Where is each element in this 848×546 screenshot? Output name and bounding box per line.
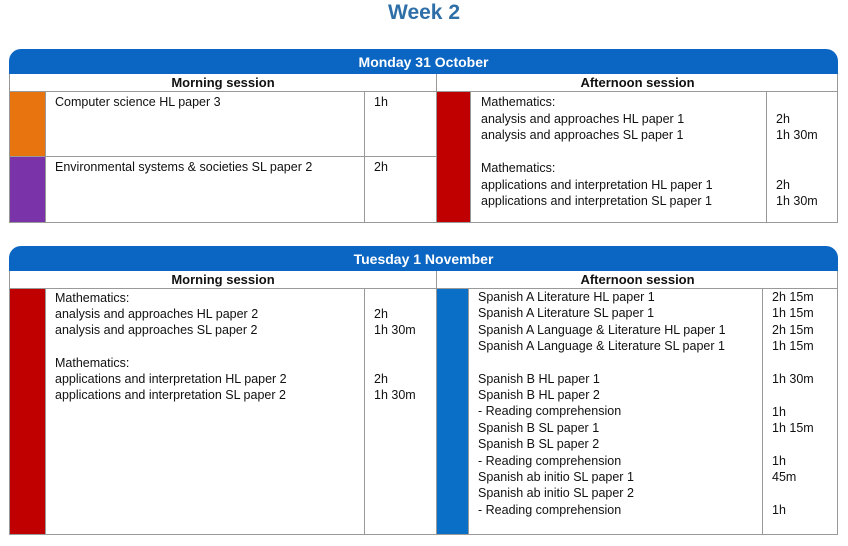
exam-duration: 2h xyxy=(374,372,388,386)
exam-name: Spanish B SL paper 2 xyxy=(478,437,600,451)
subject-color-purple xyxy=(10,157,45,222)
exam-name: analysis and approaches SL paper 1 xyxy=(481,128,684,142)
exam-duration: 1h 15m xyxy=(772,421,814,435)
exam-name: - Reading comprehension xyxy=(478,503,622,517)
exam-name: - Reading comprehension xyxy=(478,454,622,468)
column-divider xyxy=(364,289,365,534)
exam-name: Spanish B HL paper 2 xyxy=(478,388,600,402)
exam-duration: 1h 30m xyxy=(772,372,814,386)
exam-duration: 2h xyxy=(776,178,790,192)
exam-duration: 1h 30m xyxy=(776,128,818,142)
exam-name: analysis and approaches SL paper 2 xyxy=(55,323,258,337)
exam-name: Spanish ab initio SL paper 2 xyxy=(478,486,634,500)
day-body xyxy=(9,74,838,223)
day-body xyxy=(9,271,838,535)
exam-duration: 2h xyxy=(374,307,388,321)
morning-session-heading: Morning session xyxy=(10,271,436,289)
exam-duration: 2h xyxy=(776,112,790,126)
exam-name: Spanish A Language & Literature SL paper 1 xyxy=(478,339,725,353)
day-tuesday xyxy=(9,246,838,535)
morning-session-heading: Morning session xyxy=(10,74,436,92)
exam-name: Spanish B HL paper 1 xyxy=(478,372,600,386)
subject-color-orange xyxy=(10,92,45,156)
exam-name: analysis and approaches HL paper 1 xyxy=(481,112,685,126)
day-header: Monday 31 October xyxy=(9,49,838,74)
exam-name: Mathematics: xyxy=(55,291,130,305)
subject-color-blue xyxy=(437,289,468,534)
column-divider xyxy=(766,92,767,222)
exam-name: Spanish B SL paper 1 xyxy=(478,421,600,435)
column-divider xyxy=(45,289,46,534)
column-divider xyxy=(45,92,46,222)
exam-duration: 1h 15m xyxy=(772,306,814,320)
column-divider xyxy=(468,289,469,534)
exam-name: Spanish A Literature HL paper 1 xyxy=(478,290,655,304)
row-divider xyxy=(10,156,436,157)
exam-duration: 45m xyxy=(772,470,797,484)
exam-duration: 1h 30m xyxy=(374,388,416,402)
exam-duration: 1h xyxy=(772,503,786,517)
exam-duration: 2h 15m xyxy=(772,323,814,337)
exam-duration: 2h 15m xyxy=(772,290,814,304)
exam-name: Environmental systems & societies SL paper 2 xyxy=(55,160,313,174)
exam-duration: 1h xyxy=(772,405,786,419)
exam-duration: 1h xyxy=(772,454,786,468)
exam-name: Mathematics: xyxy=(481,161,556,175)
exam-name: applications and interpretation SL paper 1 xyxy=(481,194,712,208)
exam-name: analysis and approaches HL paper 2 xyxy=(55,307,259,321)
exam-duration: 2h xyxy=(374,160,388,174)
exam-name: Spanish A Literature SL paper 1 xyxy=(478,306,655,320)
exam-duration: 1h 30m xyxy=(374,323,416,337)
day-monday xyxy=(9,49,838,223)
exam-name: applications and interpretation HL paper 2 xyxy=(55,372,287,386)
column-divider xyxy=(364,92,365,222)
exam-name: Spanish A Language & Literature HL paper 1 xyxy=(478,323,726,337)
exam-name: Mathematics: xyxy=(481,95,556,109)
exam-name: Mathematics: xyxy=(55,356,130,370)
exam-duration: 1h 30m xyxy=(776,194,818,208)
exam-name: - Reading comprehension xyxy=(478,404,622,418)
afternoon-session-heading: Afternoon session xyxy=(437,74,838,92)
column-divider xyxy=(470,92,471,222)
week-title: Week 2 xyxy=(388,1,460,24)
exam-name: applications and interpretation HL paper 1 xyxy=(481,178,713,192)
day-header: Tuesday 1 November xyxy=(9,246,838,271)
exam-name: Spanish ab initio SL paper 1 xyxy=(478,470,634,484)
subject-color-red xyxy=(437,92,470,222)
subject-color-red xyxy=(10,289,45,534)
column-divider xyxy=(762,289,763,534)
exam-name: applications and interpretation SL paper 2 xyxy=(55,388,286,402)
exam-name: Computer science HL paper 3 xyxy=(55,95,221,109)
afternoon-session-heading: Afternoon session xyxy=(437,271,838,289)
exam-duration: 1h 15m xyxy=(772,339,814,353)
exam-duration: 1h xyxy=(374,95,388,109)
